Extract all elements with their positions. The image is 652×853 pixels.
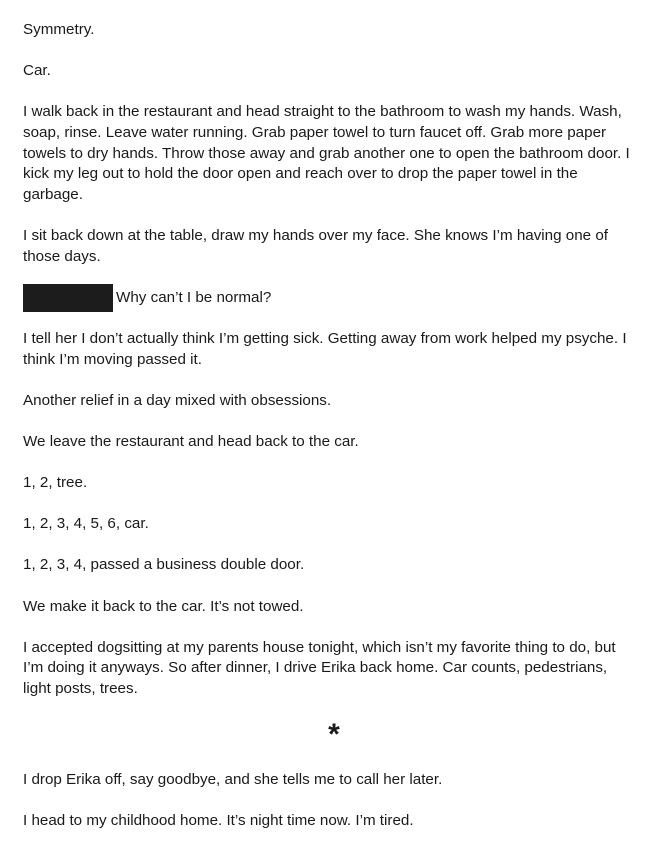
- paragraph: 1, 2, tree.: [23, 474, 88, 492]
- paragraph: I accepted dogsitting at my parents house tonight, which isn’t my favorite thing to do, but I’m doing it anyways. So after dinner, I drive Erika back home. Car counts, pedestrians, light posts, trees.: [23, 638, 616, 697]
- paragraph: 1, 2, 3, 4, passed a business double door.: [23, 556, 305, 574]
- paragraph: We make it back to the car. It’s not towed.: [23, 597, 304, 615]
- paragraph: Car.: [23, 62, 51, 80]
- redacted-line: [23, 288, 635, 309]
- section-separator: *: [328, 718, 340, 752]
- paragraph: I drop Erika off, say goodbye, and she tells me to call her later.: [23, 771, 443, 789]
- redacted-line-text: Why can’t I be normal?: [116, 288, 272, 306]
- paragraph: I head to my childhood home. It’s night time now. I’m tired.: [23, 812, 414, 830]
- paragraph: I sit back down at the table, draw my hands over my face. She knows I’m having one of those days.: [23, 226, 609, 265]
- paragraph: I tell her I don’t actually think I’m getting sick. Getting away from work helped my psyche. I think I’m moving passed it.: [23, 329, 627, 368]
- paragraph: Another relief in a day mixed with obsessions.: [23, 391, 332, 409]
- paragraph: I walk back in the restaurant and head straight to the bathroom to wash my hands. Wash, soap, rinse. Leave water running. Grab paper towel to turn faucet off. Grab more paper towels to dry hands. Throw those away and grab another one to open the bathroom door. I kick my leg out to hold the door open and reach over to drop the paper towel in the garbage.: [23, 103, 630, 203]
- paragraph: We leave the restaurant and head back to the car.: [23, 432, 359, 450]
- paragraph: Symmetry.: [23, 21, 95, 38]
- paragraph: 1, 2, 3, 4, 5, 6, car.: [23, 515, 149, 533]
- document-page: [23, 20, 635, 853]
- redaction-block: [23, 284, 113, 312]
